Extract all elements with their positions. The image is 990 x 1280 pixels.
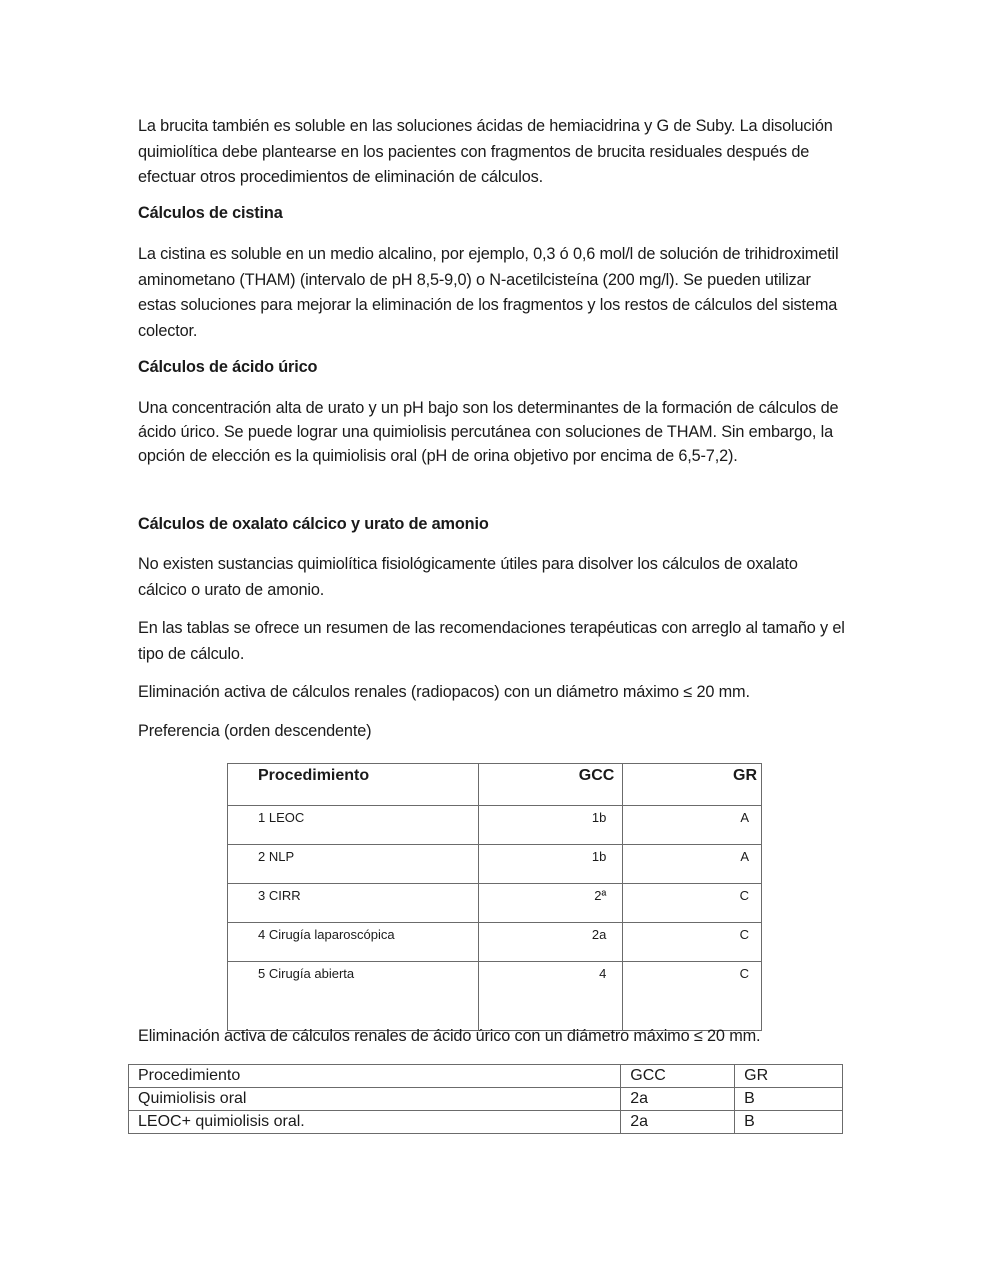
- cell-procedimiento: 2 NLP: [228, 845, 479, 884]
- cell-gr: C: [623, 884, 762, 923]
- cell-gcc: 1b: [478, 806, 623, 845]
- cell-gcc: 4: [478, 962, 623, 1031]
- paragraph-oxalato: No existen sustancias quimiolítica fisiológicamente útiles para disolver los cálculos de oxalato cálcico o urato de amonio.: [138, 555, 798, 599]
- cell-procedimiento: 4 Cirugía laparoscópica: [228, 923, 479, 962]
- table-row: [228, 923, 762, 962]
- cell-procedimiento: Quimiolisis oral: [129, 1088, 621, 1111]
- cell-procedimiento: 3 CIRR: [228, 884, 479, 923]
- paragraph-acido-urico: Una concentración alta de urato y un pH bajo son los determinantes de la formación de cálculos de ácido úrico. Se puede lograr una quimiolisis percutánea con soluciones de THAM. Sin embargo, la opción de elección es la quimiolisis oral (pH de orina objetivo por encima de 6,5-7,2).: [138, 399, 839, 465]
- paragraph-eliminacion-radiopacos: Eliminación activa de cálculos renales (radiopacos) con un diámetro máximo ≤ 20 mm.: [138, 683, 750, 701]
- heading-cistina: Cálculos de cistina: [138, 204, 283, 222]
- cell-gr: C: [623, 962, 762, 1031]
- cell-gcc: 2a: [621, 1111, 735, 1134]
- table-row: [129, 1088, 843, 1111]
- header-gr: GR: [623, 764, 762, 806]
- heading-acido-urico: Cálculos de ácido úrico: [138, 358, 318, 376]
- table-row: [129, 1111, 843, 1134]
- table-row: [228, 962, 762, 1031]
- header-procedimiento: Procedimiento: [129, 1065, 621, 1088]
- paragraph-preferencia: Preferencia (orden descendente): [138, 722, 372, 740]
- header-gcc: GCC: [478, 764, 623, 806]
- cell-gcc: 1b: [478, 845, 623, 884]
- paragraph-eliminacion-urico: Eliminación activa de cálculos renales de ácido úrico con un diámetro máximo ≤ 20 mm.: [138, 1027, 761, 1045]
- cell-gr: B: [735, 1111, 843, 1134]
- cell-procedimiento: 1 LEOC: [228, 806, 479, 845]
- table-row: [228, 845, 762, 884]
- header-procedimiento: Procedimiento: [228, 764, 479, 806]
- table-row: [228, 806, 762, 845]
- header-gr: GR: [735, 1065, 843, 1088]
- heading-oxalato: Cálculos de oxalato cálcico y urato de amonio: [138, 515, 489, 533]
- table-acido-urico: [128, 1064, 843, 1134]
- paragraph-cistina: La cistina es soluble en un medio alcalino, por ejemplo, 0,3 ó 0,6 mol/l de solución de trihidroximetil aminometano (THAM) (intervalo de pH 8,5-9,0) o N-acetilcisteína (200 mg/l). Se pueden utilizar estas soluciones para mejorar la eliminación de los fragmentos y los restos de cálculos del sistema colector.: [138, 245, 839, 340]
- cell-gr: C: [623, 923, 762, 962]
- paragraph-tablas: En las tablas se ofrece un resumen de las recomendaciones terapéuticas con arreglo al tamaño y el tipo de cálculo.: [138, 619, 845, 663]
- header-gcc: GCC: [621, 1065, 735, 1088]
- cell-gr: B: [735, 1088, 843, 1111]
- cell-gr: A: [623, 845, 762, 884]
- table-header-row: [228, 764, 762, 806]
- cell-gcc: 2ª: [478, 884, 623, 923]
- paragraph-brucita: La brucita también es soluble en las soluciones ácidas de hemiacidrina y G de Suby. La disolución quimiolítica debe plantearse en los pacientes con fragmentos de brucita residuales después de efectuar otros procedimientos de eliminación de cálculos.: [138, 117, 833, 186]
- cell-gcc: 2a: [621, 1088, 735, 1111]
- cell-procedimiento: LEOC+ quimiolisis oral.: [129, 1111, 621, 1134]
- cell-gcc: 2a: [478, 923, 623, 962]
- table-row: [228, 884, 762, 923]
- cell-procedimiento: 5 Cirugía abierta: [228, 962, 479, 1031]
- table-header-row: [129, 1065, 843, 1088]
- table-radiopacos: [227, 763, 762, 1031]
- cell-gr: A: [623, 806, 762, 845]
